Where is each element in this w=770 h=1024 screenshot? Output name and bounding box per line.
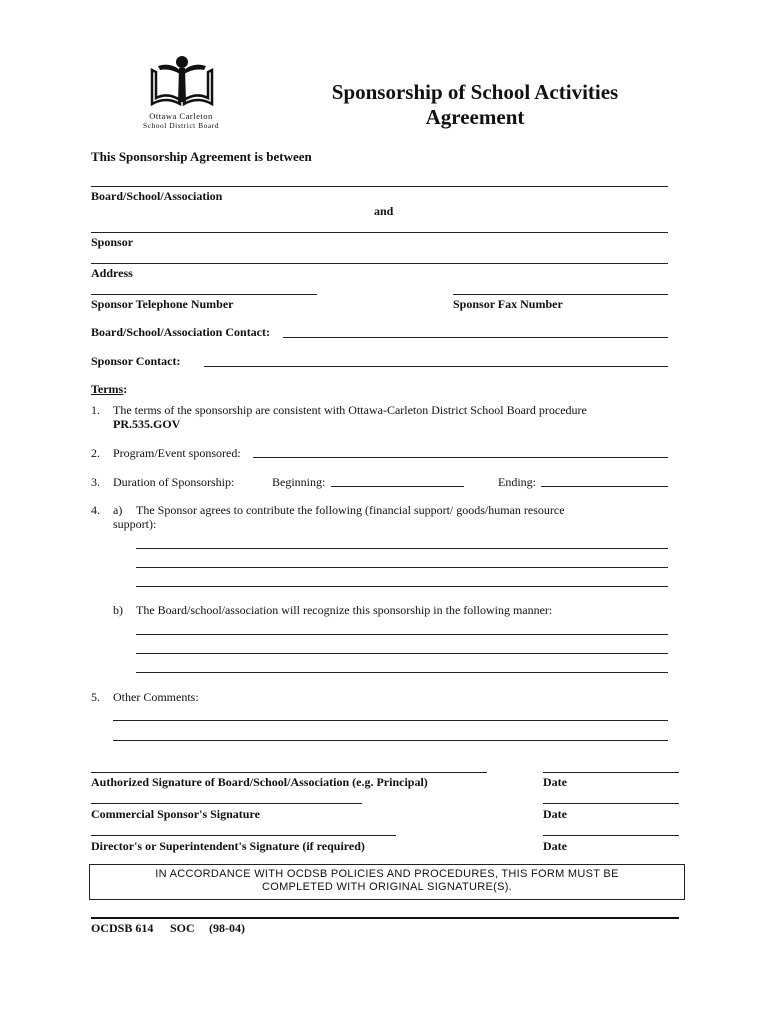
signature-notice-box [89,864,685,900]
item4-number: 4. [91,503,100,517]
item5-number: 5. [91,690,100,704]
sig3-label: Director's or Superintendent's Signature (if required) [91,839,365,853]
recognition-line-1[interactable] [136,634,668,635]
item1-text: The terms of the sponsorship are consistent with Ottawa-Carleton District School Board procedure [113,403,587,417]
terms-heading [91,382,127,396]
page-title-line2: Agreement [425,105,525,129]
sig3-date-field[interactable] [543,835,679,836]
item1-number: 1. [91,403,100,417]
board-contact-field[interactable] [283,337,668,338]
board-field[interactable] [91,186,668,187]
item3-text: Duration of Sponsorship: [113,475,235,489]
item4b-label: b) [113,603,123,617]
beginning-label: Beginning: [272,475,326,489]
recognition-line-2[interactable] [136,653,668,654]
contribution-line-3[interactable] [136,586,668,587]
sig1-field[interactable] [91,772,487,773]
sig2-label: Commercial Sponsor's Signature [91,807,260,821]
phone-field[interactable] [91,294,317,295]
notice-line1: IN ACCORDANCE WITH OCDSB POLICIES AND PROCEDURES, THIS FORM MUST BE [155,868,619,880]
terms-heading-colon: : [123,382,128,396]
sponsor-contact-label: Sponsor Contact: [91,354,181,368]
item1-reference: PR.535.GOV [113,417,181,431]
program-event-field[interactable] [253,457,668,458]
sponsor-label: Sponsor [91,235,134,249]
phone-label: Sponsor Telephone Number [91,297,234,311]
board-contact-label: Board/School/Association Contact: [91,325,271,339]
item4b-text: The Board/school/association will recognize this sponsorship in the following manner: [136,603,553,617]
footer-revision: (98-04) [209,921,245,935]
notice-line2: COMPLETED WITH ORIGINAL SIGNATURE(S). [261,881,513,893]
board-logo [130,52,232,132]
recognition-line-3[interactable] [136,672,668,673]
logo-figure-icon [130,52,232,108]
comments-line-2[interactable] [113,740,668,741]
ending-field[interactable] [541,486,668,487]
sig1-date-label: Date [543,775,567,789]
board-label: Board/School/Association [91,189,223,203]
intro-text: This Sponsorship Agreement is between [91,149,312,164]
beginning-field[interactable] [331,486,464,487]
footer-form-number: OCDSB 614 [91,921,154,935]
and-label: and [374,204,394,218]
item2-text: Program/Event sponsored: [113,446,241,460]
item2-number: 2. [91,446,100,460]
item5-text: Other Comments: [113,690,199,704]
logo-text-line1: Ottawa Carleton [149,111,213,121]
fax-field[interactable] [453,294,668,295]
item4a-label: a) [113,503,123,517]
item3-number: 3. [91,475,100,489]
footer-divider [91,917,679,919]
sig1-date-field[interactable] [543,772,679,773]
footer-code: SOC [170,921,195,935]
fax-label: Sponsor Fax Number [453,297,563,311]
sponsor-contact-field[interactable] [204,366,668,367]
page-title-line1: Sponsorship of School Activities [331,80,619,104]
contribution-line-2[interactable] [136,567,668,568]
ending-label: Ending: [498,475,536,489]
sig3-field[interactable] [91,835,396,836]
comments-line-1[interactable] [113,720,668,721]
address-label: Address [91,266,133,280]
address-field[interactable] [91,263,668,264]
contribution-line-1[interactable] [136,548,668,549]
item4a-text-line1: The Sponsor agrees to contribute the following (financial support/ goods/human resource [136,503,565,517]
sig2-date-field[interactable] [543,803,679,804]
logo-text-line2: School District Board [143,121,219,130]
item4a-text-line2: support): [113,517,157,531]
sponsor-field[interactable] [91,232,668,233]
sig2-field[interactable] [91,803,362,804]
terms-heading-text: Terms [91,382,124,396]
sig1-label: Authorized Signature of Board/School/Association (e.g. Principal) [91,775,428,789]
sig3-date-label: Date [543,839,567,853]
sig2-date-label: Date [543,807,567,821]
